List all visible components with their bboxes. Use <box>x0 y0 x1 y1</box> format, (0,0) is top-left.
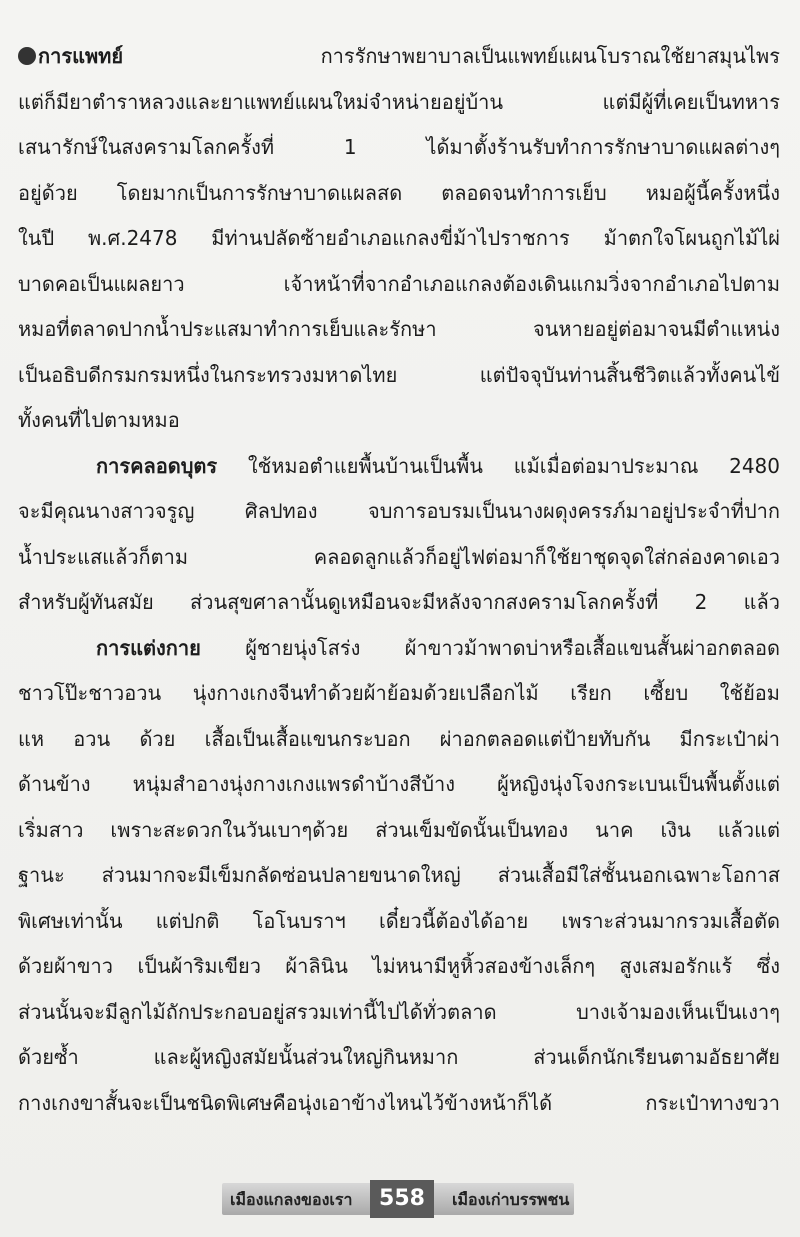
text-line: ด้วยผ้าขาว เป็นผ้าริมเขียว ผ้าลินิน ไม่หนามีหูหิ้วสองข้างเล็กๆ สูงเสมอรักแร้ ซึ่ง <box>18 954 780 978</box>
text-line: แห อวน ด้วย เสื้อเป็นเสื้อแขนกระบอก ผ่าอกตลอดแต่ป้ายทับกัน มีกระเป๋าผ่า <box>18 726 780 751</box>
text-line: ชาวโป๊ะชาวอวน นุ่งกางเกงจีนทำด้วยผ้าย้อมด้วยเปลือกไม้ เรียก เซี้ยบ ใช้ย้อม <box>18 681 780 705</box>
text-line: จะมีคุณนางสาวจรูญ ศิลปทอง จบการอบรมเป็นนางผดุงครรภ์มาอยู่ประจำที่ปาก <box>18 499 780 523</box>
text-line: สำหรับผู้ทันสมัย ส่วนสุขศาลานั้นดูเหมือนจะมีหลังจากสงครามโลกครั้งที่ 2 แล้ว <box>18 590 780 614</box>
text-line: ด้านข้าง หนุ่มสำอางนุ่งกางเกงแพรดำบ้างสีบ้าง ผู้หญิงนุ่งโจงกระเบนเป็นพื้นตั้งแต่ <box>18 772 780 796</box>
text-line: ในปี พ.ศ.2478 มีท่านปลัดซ้ายอำเภอแกลงขี่ม้าไปราชการ ม้าตกใจโผนถูกไม้ไผ่ <box>18 226 780 250</box>
text-line: หมอที่ตลาดปากน้ำประแสมาทำการเย็บและรักษา จนหายอยู่ต่อมาจนมีตำแหน่ง <box>18 317 780 341</box>
text-line: แต่ก็มียาตำราหลวงและยาแพทย์แผนใหม่จำหน่ายอยู่บ้าน แต่มีผู้ที่เคยเป็นทหาร <box>18 89 780 114</box>
text-line: ด้วยซ้ำ และผู้หญิงสมัยนั้นส่วนใหญ่กินหมาก ส่วนเด็กนักเรียนตามอัธยาศัย <box>18 1045 780 1069</box>
text-line: การแพทย์ การรักษาพยาบาลเป็นแพทย์แผนโบราณใช้ยาสมุนไพร <box>18 34 780 80</box>
page-footer <box>0 1180 800 1220</box>
text-line: เริ่มสาว เพราะสะดวกในวันเบาๆด้วย ส่วนเข็มขัดนั้นเป็นทอง นาค เงิน แล้วแต่ <box>18 817 780 842</box>
section-heading-medicine: การแพทย์ <box>38 44 124 68</box>
text-line: การคลอดบุตร ใช้หมอตำแยพื้นบ้านเป็นพื้น แม้เมื่อต่อมาประมาณ 2480 <box>96 453 780 478</box>
text-line: เสนารักษ์ในสงครามโลกครั้งที่ 1 ได้มาตั้งร้านรับทำการรักษาบาดแผลต่างๆ <box>18 135 780 159</box>
text-line: น้ำประแสแล้วก็ตาม คลอดลูกแล้วก็อยู่ไฟต่อมาก็ใช้ยาชุดจุดใส่กล่องคาดเอว <box>18 544 780 569</box>
footer-book-title: เมืองแกลงของเรา <box>230 1190 353 1209</box>
footer-section-title: เมืองเก่าบรรพชน <box>452 1190 570 1209</box>
text-line: การแต่งกาย ผู้ชายนุ่งโสร่ง ผ้าขาวม้าพาดบ่าหรือเสื้อแขนสั้นผ่าอกตลอด <box>96 635 780 660</box>
bullet-icon <box>18 47 36 65</box>
text-line: ทั้งคนที่ไปตามหมอ <box>18 408 180 432</box>
text-line: ฐานะ ส่วนมากจะมีเข็มกลัดซ่อนปลายขนาดใหญ่ ส่วนเสื้อมีใส่ชั้นนอกเฉพาะโอกาส <box>18 863 780 887</box>
text-line: เป็นอธิบดีกรมกรมหนึ่งในกระทรวงมหาดไทย แต่ปัจจุบันท่านสิ้นชีวิตแล้วทั้งคนไข้ <box>18 362 780 387</box>
text-line: กางเกงขาสั้นจะเป็นชนิดพิเศษคือนุ่งเอาข้างไหนไว้ข้างหน้าก็ได้ กระเป๋าทางขวา <box>18 1090 780 1115</box>
text-line: บาดคอเป็นแผลยาว เจ้าหน้าที่จากอำเภอแกลงต้องเดินแกมวิ่งจากอำเภอไปตาม <box>18 271 780 296</box>
section-heading-dress: การแต่งกาย <box>96 635 201 660</box>
text-line: พิเศษเท่านั้น แต่ปกติ โอโนบราฯ เดี๋ยวนี้ต้องได้อาย เพราะส่วนมากรวมเสื้อตัด <box>18 908 780 933</box>
text-line: อยู่ด้วย โดยมากเป็นการรักษาบาดแผลสด ตลอดจนทำการเย็บ หมอผู้นี้ครั้งหนึ่ง <box>18 180 780 205</box>
body-text <box>18 34 780 1126</box>
section-heading-childbirth: การคลอดบุตร <box>96 453 218 478</box>
text-line: ส่วนนั้นจะมีลูกไม้ถักประกอบอยู่สรวมเท่านี้ไปได้ทั่วตลาด บางเจ้ามองเห็นเป็นเงาๆ <box>18 999 780 1024</box>
page-number: 558 <box>370 1180 434 1218</box>
